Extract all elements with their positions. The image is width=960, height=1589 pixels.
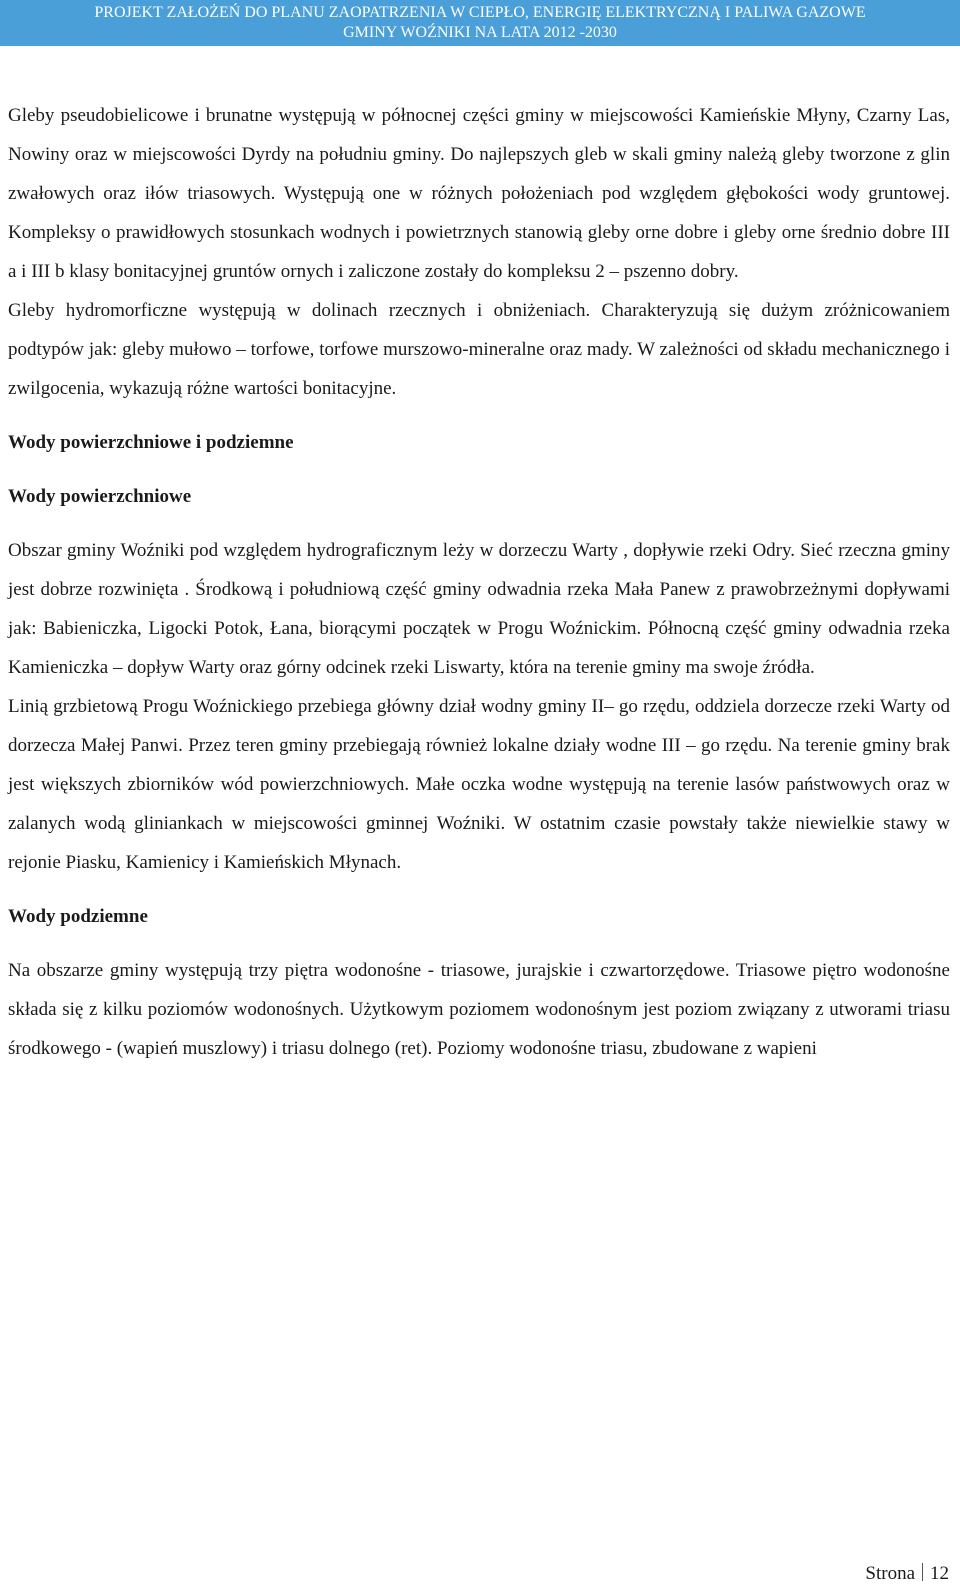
page-number: 12 xyxy=(930,1563,949,1584)
paragraph-soils: Gleby pseudobielicowe i brunatne występują w północnej części gminy w miejscowości Kamieńskie Młyny, Czarny Las, Nowiny oraz w miejscowości Dyrdy na południu gminy. Do najlepszych gleb w skali gminy należą gleby tworzone z glin zwałowych oraz iłów triasowych. Występują one w różnych położeniach pod względem głębokości wody gruntowej. Kompleksy o prawidłowych stosunkach wodnych i powietrznych stanowią gleby orne dobre i gleby orne średnio dobre III a i III b klasy bonitacyjnej gruntów ornych i zaliczone zostały do kompleksu 2 – pszenno dobry. xyxy=(8,105,950,282)
page-label: Strona xyxy=(865,1563,915,1584)
page-separator xyxy=(922,1563,923,1581)
document-header xyxy=(0,0,960,46)
header-title: PROJEKT ZAŁOŻEŃ DO PLANU ZAOPATRZENIA W CIEPŁO, ENERGIĘ ELEKTRYCZNĄ I PALIWA GAZOWE xyxy=(94,4,866,21)
document-body xyxy=(8,96,950,1068)
subsection-heading-groundwater: Wody podziemne xyxy=(8,906,148,927)
page-footer xyxy=(865,1562,949,1586)
section-heading-waters: Wody powierzchniowe i podziemne xyxy=(8,432,294,453)
paragraph-hydromorphic-soils: Gleby hydromorficzne występują w dolinach rzecznych i obniżeniach. Charakteryzują się dużym zróżnicowaniem podtypów jak: gleby mułowo – torfowe, torfowe murszowo-mineralne oraz mady. W zależności od składu mechanicznego i zwilgocenia, wykazują różne wartości bonitacyjne. xyxy=(8,300,950,399)
paragraph-watershed: Linią grzbietową Progu Woźnickiego przebiega główny dział wodny gminy II– go rzędu, oddziela dorzecze rzeki Warty od dorzecza Małej Panwi. Przez teren gminy przebiegają również lokalne działy wodne III – go rzędu. Na terenie gminy brak jest większych zbiorników wód powierzchniowych. Małe oczka wodne występują na terenie lasów państwowych oraz w zalanych wodą gliniankach w miejscowości gminnej Woźniki. W ostatnim czasie powstały także niewielkie stawy w rejonie Piasku, Kamienicy i Kamieńskich Młynach. xyxy=(8,696,950,873)
subsection-heading-surface-waters: Wody powierzchniowe xyxy=(8,486,192,507)
paragraph-groundwater: Na obszarze gminy występują trzy piętra wodonośne - triasowe, jurajskie i czwartorzędowe. Triasowe piętro wodonośne składa się z kilku poziomów wodonośnych. Użytkowym poziomem wodonośnym jest poziom związany z utworami triasu środkowego - (wapień muszlowy) i triasu dolnego (ret). Poziomy wodonośne triasu, zbudowane z wapieni xyxy=(8,960,950,1059)
header-subtitle: GMINY WOŹNIKI NA LATA 2012 -2030 xyxy=(343,24,617,41)
paragraph-hydrography: Obszar gminy Woźniki pod względem hydrograficznym leży w dorzeczu Warty , dopływie rzeki Odry. Sieć rzeczna gminy jest dobrze rozwinięta . Środkową i południową część gminy odwadnia rzeka Mała Panew z prawobrzeżnymi dopływami jak: Babieniczka, Ligocki Potok, Łana, biorącymi początek w Progu Woźnickim. Północną część gminy odwadnia rzeka Kamieniczka – dopływ Warty oraz górny odcinek rzeki Liswarty, która na terenie gminy ma swoje źródła. xyxy=(8,540,950,678)
